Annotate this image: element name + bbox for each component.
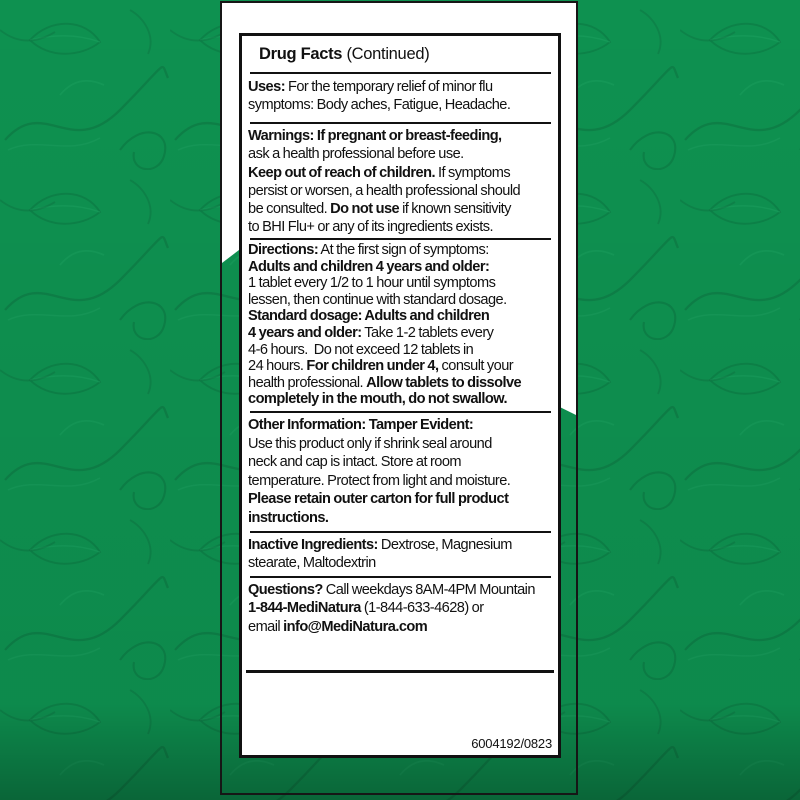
text-line: Standard dosage: Adults and children — [248, 308, 490, 325]
section-directions — [242, 242, 558, 408]
section-uses — [242, 78, 558, 115]
text-line: 4-6 hours. Do not exceed 12 tablets in — [248, 341, 474, 358]
text-line: Adults and children 4 years and older: — [248, 258, 490, 275]
section-warnings — [242, 127, 558, 237]
lot-code: 6004192/0823 — [471, 736, 552, 751]
divider — [250, 122, 551, 124]
text-line: Inactive Ingredients: Dextrose, Magnesium — [248, 537, 512, 553]
text-line: symptoms: Body aches, Fatigue, Headache. — [248, 97, 511, 114]
text-line: to BHI Flu+ or any of its ingredients exists. — [248, 219, 494, 236]
text-line: email info@MediNatura.com — [248, 618, 428, 635]
drug-facts-panel — [239, 33, 561, 758]
text-line: Uses: For the temporary relief of minor flu — [248, 79, 493, 95]
text-line: completely in the mouth, do not swallow. — [248, 391, 508, 408]
text-line: Please retain outer carton for full product — [248, 491, 509, 508]
text-line: 1-844-MediNatura (1-844-633-4628) or — [248, 600, 484, 617]
text-line: Questions? Call weekdays 8AM-4PM Mountain — [248, 582, 535, 598]
text-line: Directions: At the first sign of symptoms: — [248, 242, 489, 258]
text-line: lessen, then continue with standard dosage. — [248, 291, 507, 308]
text-line: ask a health professional before use. — [248, 146, 464, 163]
text-line: neck and cap is intact. Store at room — [248, 454, 462, 471]
section-other-information — [242, 416, 558, 528]
text-line: 1 tablet every 1/2 to 1 hour until symptoms — [248, 275, 496, 292]
divider — [250, 576, 551, 578]
section-questions — [242, 581, 558, 636]
carton-top-white-band — [222, 3, 576, 33]
carton-left-shoulder — [222, 3, 239, 263]
text-line: persist or worsen, a health professional should — [248, 182, 521, 199]
text-line: Warnings: If pregnant or breast-feeding, — [248, 128, 502, 144]
divider — [250, 72, 551, 74]
text-line: stearate, Maltodextrin — [248, 555, 376, 572]
text-line: 24 hours. For children under 4, consult your — [248, 358, 514, 375]
panel-bottom-rule — [246, 670, 554, 673]
text-line: be consulted. Do not use if known sensitivity — [248, 201, 511, 218]
divider — [250, 411, 551, 413]
drug-facts-title — [259, 45, 429, 64]
text-line: Use this product only if shrink seal around — [248, 435, 492, 452]
text-line: 4 years and older: Take 1-2 tablets every — [248, 324, 494, 341]
text-line: Drug Facts (Continued) — [259, 45, 430, 63]
carton-right-shoulder — [561, 3, 576, 415]
text-line: health professional. Allow tablets to dissolve — [248, 374, 522, 391]
text-line: Keep out of reach of children. If symptoms — [248, 164, 511, 181]
section-inactive-ingredients — [242, 536, 558, 573]
divider — [250, 531, 551, 533]
text-line: Other Information: Tamper Evident: — [248, 417, 474, 433]
text-line: temperature. Protect from light and moisture. — [248, 472, 511, 489]
text-line: instructions. — [248, 509, 329, 526]
divider — [250, 238, 551, 240]
